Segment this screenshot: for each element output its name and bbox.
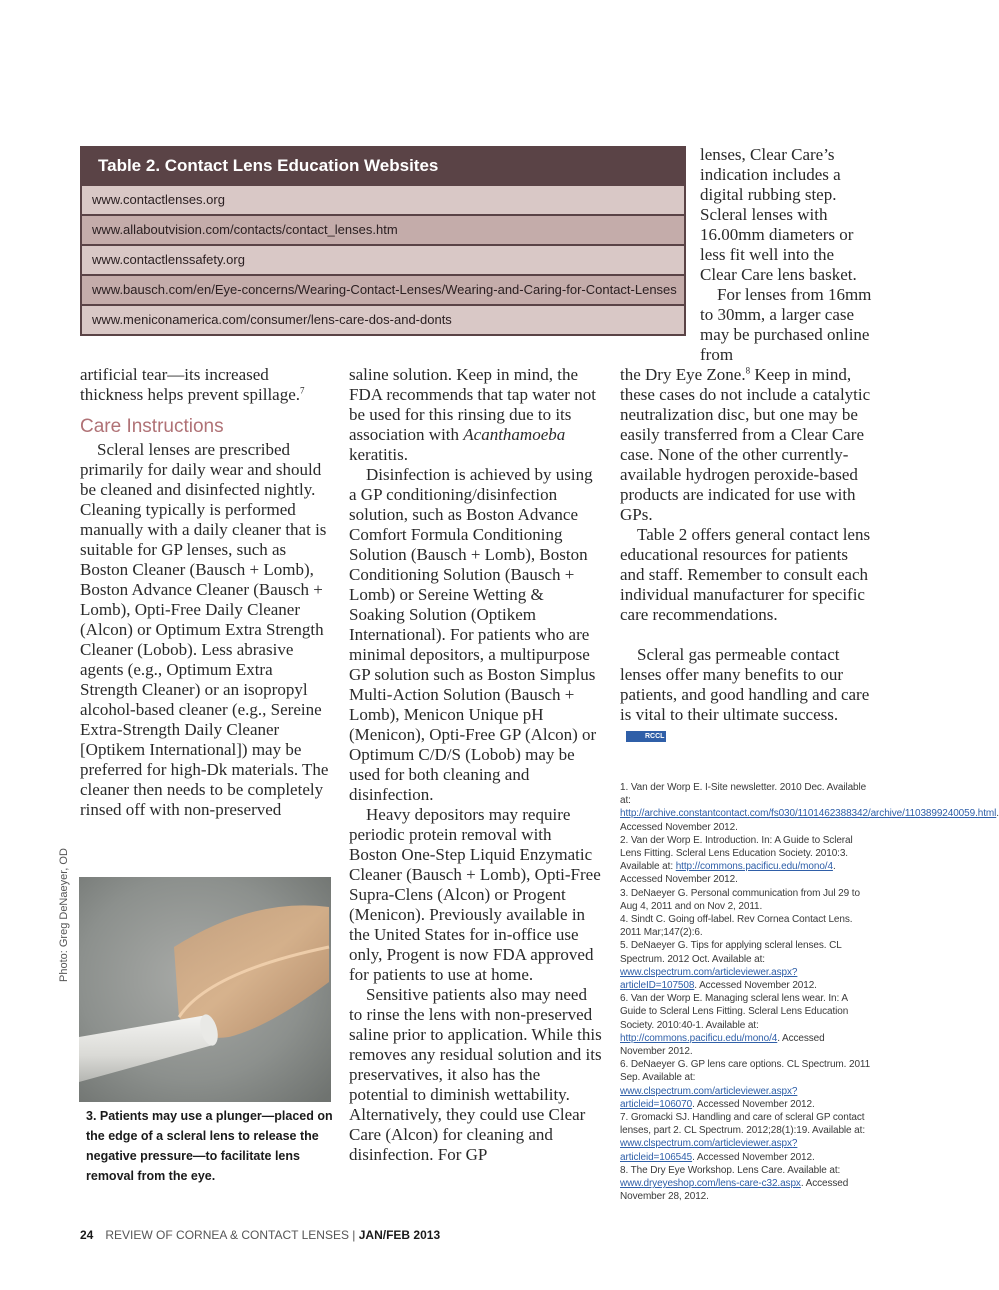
text: artificial tear—its increased thickness helps prevent spillage. [80, 365, 301, 404]
column-3-top [700, 145, 872, 365]
table-2 [80, 146, 686, 336]
paragraph: Table 2 offers general contact lens educational resources for patients and staff. Remember to consult each individual manufacturer for specific care recommendations. [620, 525, 871, 624]
reference-text: 6. DeNaeyer G. GP lens care options. CL Spectrum. 2011 Sep. Available at: [620, 1059, 871, 1084]
paragraph [80, 365, 330, 405]
reference-item [620, 939, 872, 992]
reference-link[interactable]: www.clspectrum.com/articleviewer.aspx?articleid=106070 [620, 1085, 798, 1110]
reference-item [620, 1111, 872, 1164]
table-row: www.contactlenssafety.org [82, 246, 684, 274]
column-3 [620, 365, 872, 745]
reference-text: . Accessed November 2012. [620, 861, 836, 886]
page-footer [80, 1228, 440, 1242]
text: the Dry Eye Zone. [620, 365, 746, 384]
reference-link[interactable]: http://archive.constantcontact.com/fs030/1101462388342/archive/1103899240059.html [620, 808, 997, 820]
reference-text: 1. Van der Worp E. I-Site newsletter. 2010 Dec. Available at: [620, 782, 867, 807]
table-title: Table 2. Contact Lens Education Websites [98, 156, 439, 175]
issue-date: JAN/FEB 2013 [358, 1228, 441, 1242]
text: saline solution. Keep in mind, the FDA recommends that tap water not be used for this rinsing due to its association with [349, 365, 596, 444]
text: Keep in mind, these cases do not include a catalytic neutralization disc, but one may be easily transferred from a Clear Care case. None of the other currently-available hydrogen peroxide-based products are indicated for use with GPs. [620, 365, 871, 524]
reference-text: . Accessed November 2012. [692, 1151, 815, 1163]
paragraph: Sensitive patients also may need to rinse the lens with non-preserved saline prior to application. While this removes any residual solution and its preservatives, it also has the potential to diminish wettability. Alternatively, they could use Clear Care (Alcon) for cleaning and disinfection. For GP [349, 985, 602, 1164]
reference-text: 8. The Dry Eye Workshop. Lens Care. Available at: [620, 1164, 841, 1176]
column-2 [349, 365, 603, 1165]
reference-text: . Accessed November 2012. [620, 1032, 825, 1058]
reference-text: 5. DeNaeyer G. Tips for applying scleral lenses. CL Spectrum. 2012 Oct. Available at: [620, 940, 842, 965]
paragraph [620, 645, 872, 745]
text: Scleral gas permeable contact lenses offer many benefits to our patients, and good handling and care is vital to their ultimate success. [620, 645, 870, 724]
section-heading: Care Instructions [80, 416, 224, 437]
table-row: www.meniconamerica.com/consumer/lens-care-dos-and-donts [82, 306, 684, 334]
reference-link[interactable]: www.clspectrum.com/articleviewer.aspx?articleID=107508 [620, 966, 798, 992]
paragraph: For lenses from 16mm to 30mm, a larger case may be purchased online from [700, 285, 872, 364]
footnote-marker: 7 [300, 385, 305, 396]
reference-text: 4. Sindt C. Going off-label. Rev Cornea Contact Lens. 2011 Mar;147(2):6. [620, 914, 853, 939]
figure-caption: 3. Patients may use a plunger—placed on the edge of a scleral lens to release the negative pressure—to facilitate lens removal from the eye. [86, 1109, 333, 1183]
page-number: 24 [80, 1228, 94, 1242]
paragraph: Scleral lenses are prescribed primarily for daily wear and should be cleaned and disinfected nightly. Cleaning typically is performed manually with a daily cleaner that is suitable for GP lenses, such as Boston Cleaner (Bausch + Lomb), Boston Advance Cleaner (Bausch + Lomb), Opti-Free Daily Cleaner (Alcon) or Optimum Extra Strength Cleaner (Lobob). Less abrasive agents (e.g., Optimum Extra Strength Cleaner) or an isopropyl alcohol-based cleaner (e.g., Sereine Extra-Strength Daily Cleaner [Optikem International]) may be preferred for high-Dk materials. The cleaner then needs to be completely rinsed off with non-preserved [80, 440, 329, 819]
plunger-photo-image [79, 877, 331, 1102]
rccl-end-badge: RCCL [626, 731, 666, 742]
reference-item [620, 1058, 872, 1111]
reference-text: . Accessed November 2012. [620, 808, 999, 833]
reference-item [620, 913, 872, 939]
figure-photo [79, 877, 331, 1102]
footnote-marker: 8 [745, 365, 751, 376]
reference-link[interactable]: www.dryeyeshop.com/lens-care-c32.aspx [620, 1178, 801, 1190]
reference-link[interactable]: http://commons.pacificu.edu/mono/4 [620, 1032, 778, 1044]
table-row: www.allaboutvision.com/contacts/contact_lenses.htm [82, 216, 684, 244]
table-row: www.contactlenses.org [82, 186, 684, 214]
reference-text: . Accessed November 2012. [694, 980, 817, 992]
reference-item [620, 834, 872, 887]
reference-link[interactable]: http://commons.pacificu.edu/mono/4 [675, 861, 833, 873]
paragraph: lenses, Clear Care’s indication includes a digital rubbing step. Scleral lenses with 16.00mm diameters or less fit well into the Clear Care lens basket. [700, 145, 857, 284]
reference-text: . Accessed November 28, 2012. [620, 1178, 849, 1203]
table-row: www.bausch.com/en/Eye-concerns/Wearing-Contact-Lenses/Wearing-and-Caring-for-Contact-Lenses [82, 276, 684, 304]
reference-text: 7. Gromacki SJ. Handling and care of scleral GP contact lenses, part 2. CL Spectrum. 2012;28(1):19. Available at: [620, 1112, 866, 1137]
reference-item [620, 887, 872, 913]
spacer [620, 625, 872, 645]
column-1 [80, 365, 330, 820]
reference-text: . Accessed November 2012. [692, 1098, 815, 1110]
reference-text: 6. Van der Worp E. Managing scleral lens wear. In: A Guide to Scleral Lens Fitting. Scleral Lens Education Society. 2010:40-1. Available at: [620, 993, 849, 1031]
paragraph: Disinfection is achieved by using a GP conditioning/disinfection solution, such as Boston Advance Comfort Formula Conditioning Solution (Bausch + Lomb), Boston Conditioning Solution (Bausch + Lomb) or Sereine Wetting & Soaking Solution (Optikem International). For patients who are minimal depositors, a multipurpose GP solution such as Boston Simplus Multi-Action Solution (Bausch + Lomb), Menicon Unique pH (Menicon), Opti-Free GP (Alcon) or Optimum C/D/S (Lobob) may be used for both cleaning and disinfection. [349, 465, 597, 804]
reference-text: 2. Van der Worp E. Introduction. In: A Guide to Scleral Lens Fitting. Scleral Lens Education Society. 2010:3. Available at: [620, 834, 853, 873]
photo-credit-text: Photo: Greg DeNaeyer, OD [58, 848, 70, 982]
reference-link[interactable]: www.clspectrum.com/articleviewer.aspx?articleid=106545 [620, 1138, 798, 1163]
text: keratitis. [349, 445, 409, 464]
references [620, 781, 999, 1204]
reference-text: 3. DeNaeyer G. Personal communication from Jul 29 to Aug 4, 2011 and on Nov 2, 2011. [620, 887, 860, 912]
reference-item [620, 992, 872, 1058]
photo-credit [58, 848, 72, 982]
paragraph [349, 365, 603, 465]
paragraph [620, 365, 872, 525]
paragraph: Heavy depositors may require periodic protein removal with Boston One-Step Liquid Enzymatic Cleaner (Bausch + Lomb), Opti-Free Supra-Clens (Alcon) or Progent (Menicon). Previously available in the United States for in-office use only, Progent is now FDA approved for patients to use at home. [349, 805, 601, 984]
journal-name: REVIEW OF CORNEA & CONTACT LENSES | [105, 1228, 359, 1242]
reference-item [620, 1164, 872, 1204]
reference-item [620, 781, 999, 834]
italic-term: Acanthamoeba [463, 425, 566, 444]
